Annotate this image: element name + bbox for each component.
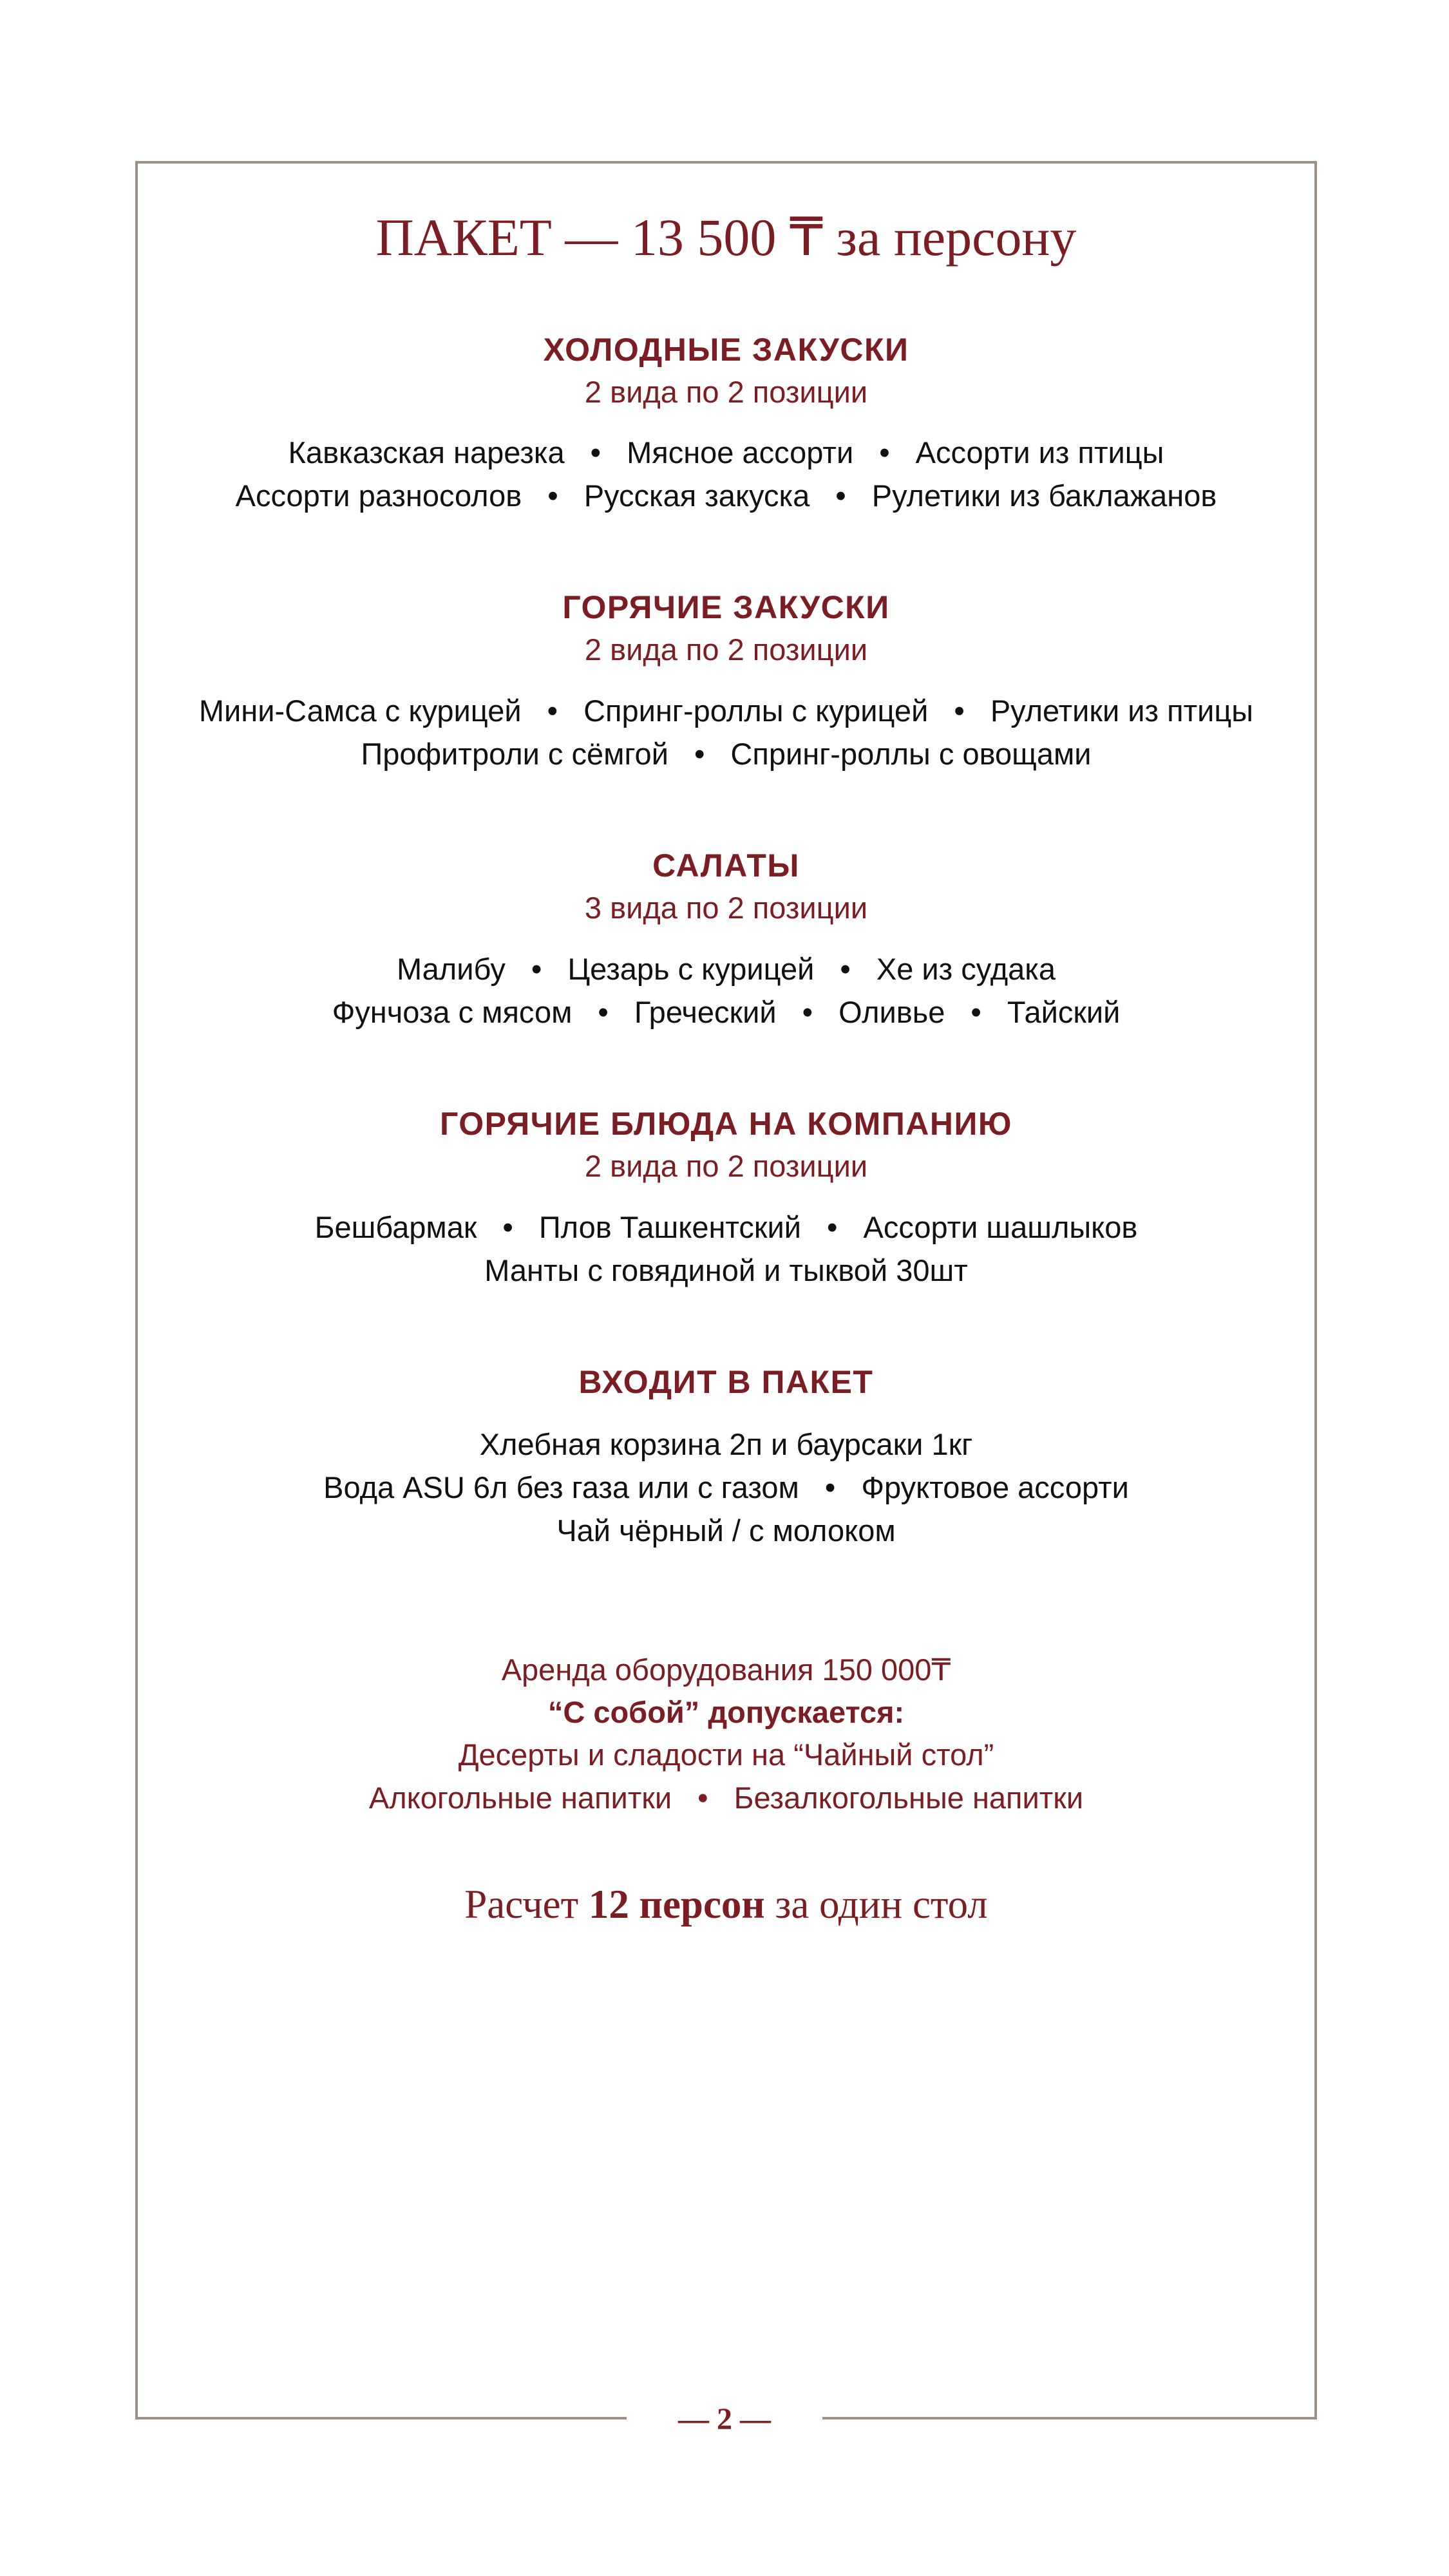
note-suffix: за один стол [775,1881,988,1927]
menu-item: • Цезарь с курицей [506,952,815,986]
page-number: — 2 — [627,2404,822,2435]
menu-item: Фунчоза с мясом [332,994,573,1029]
section-subtitle: 2 вида по 2 позиции [584,374,868,409]
menu-item: • Хе из судака [814,952,1056,986]
menu-item: Ассорти разносолов [235,478,522,513]
section-subtitle: 3 вида по 2 позиции [584,891,868,925]
menu-item: • Ассорти из птицы [853,435,1164,469]
takeaway-heading: “С собой” допускается: [547,1694,905,1729]
menu-item: • Рулетики из баклажанов [810,478,1217,513]
section-title: ВХОДИТ В ПАКЕТ [578,1363,874,1400]
item-line [135,1509,1317,1552]
item-line [135,732,1317,775]
section-hot-dishes [135,1103,1317,1292]
takeaway-drinks [135,1776,1317,1819]
item-line [135,1206,1317,1249]
menu-item: • Греческий [572,995,776,1029]
section-subtitle: 2 вида по 2 позиции [584,632,868,667]
menu-content [135,161,1317,1931]
section-title: САЛАТЫ [652,848,800,884]
menu-item: • Мясное ассорти [565,435,854,469]
item-list [135,1423,1317,1552]
note-prefix: Расчет [464,1881,579,1927]
menu-item: Мини-Самса с курицей [198,694,522,728]
drink-item: Алкогольные напитки [368,1780,672,1815]
item-line [135,689,1317,732]
item-list [135,1206,1317,1292]
menu-item: • Плов Ташкентский [477,1210,801,1244]
section-included [135,1361,1317,1552]
menu-item: Вода ASU 6л без газа или с газом [323,1470,799,1504]
menu-item: Бешбармак [314,1209,477,1244]
section-title: ХОЛОДНЫЕ ЗАКУСКИ [543,331,909,368]
drink-item: • Безалкогольные напитки [672,1781,1083,1815]
item-line [135,947,1317,990]
menu-item: • Рулетики из птицы [928,694,1253,728]
section-hot-appetizers [135,587,1317,775]
item-line [135,1466,1317,1509]
menu-item: • Оливье [777,995,945,1029]
package-title: ПАКЕТ — 13 500 ₸ за персону [375,208,1077,267]
item-line [135,990,1317,1034]
item-line [135,431,1317,474]
section-cold-appetizers [135,329,1317,518]
item-list [135,689,1317,775]
menu-item: • Тайский [945,995,1120,1029]
menu-item: Малибу [396,951,506,986]
section-subtitle: 2 вида по 2 позиции [584,1148,868,1183]
menu-item: Хлебная корзина 2п и баурсаки 1кг [479,1426,973,1461]
section-title: ГОРЯЧИЕ ЗАКУСКИ [562,589,890,626]
takeaway-desserts: Десерты и сладости на “Чайный стол” [458,1737,994,1772]
item-line [135,1249,1317,1292]
menu-item: Профитроли с сёмгой [361,737,668,772]
menu-item: • Русская закуска [522,478,810,513]
menu-item: • Фруктовое ассорти [799,1470,1129,1504]
persons-per-table-note [135,1879,1317,1931]
note-persons: 12 персон [588,1881,765,1927]
menu-item: • Спринг-роллы с овощами [668,737,1092,771]
section-title: ГОРЯЧИЕ БЛЮДА НА КОМПАНИЮ [440,1105,1012,1142]
section-salads [135,845,1317,1034]
item-list [135,947,1317,1034]
menu-item: Манты с говядиной и тыквой 30шт [484,1253,968,1287]
item-line [135,1423,1317,1466]
menu-item: • Ассорти шашлыков [801,1210,1137,1244]
menu-item: Кавказская нарезка [288,435,565,470]
menu-item: Чай чёрный / с молоком [556,1513,896,1548]
item-line [135,474,1317,517]
extras-block [135,1649,1317,1819]
menu-item: • Спринг-роллы с курицей [522,694,929,728]
item-list [135,431,1317,517]
equipment-rental: Аренда оборудования 150 000₸ [501,1652,951,1687]
